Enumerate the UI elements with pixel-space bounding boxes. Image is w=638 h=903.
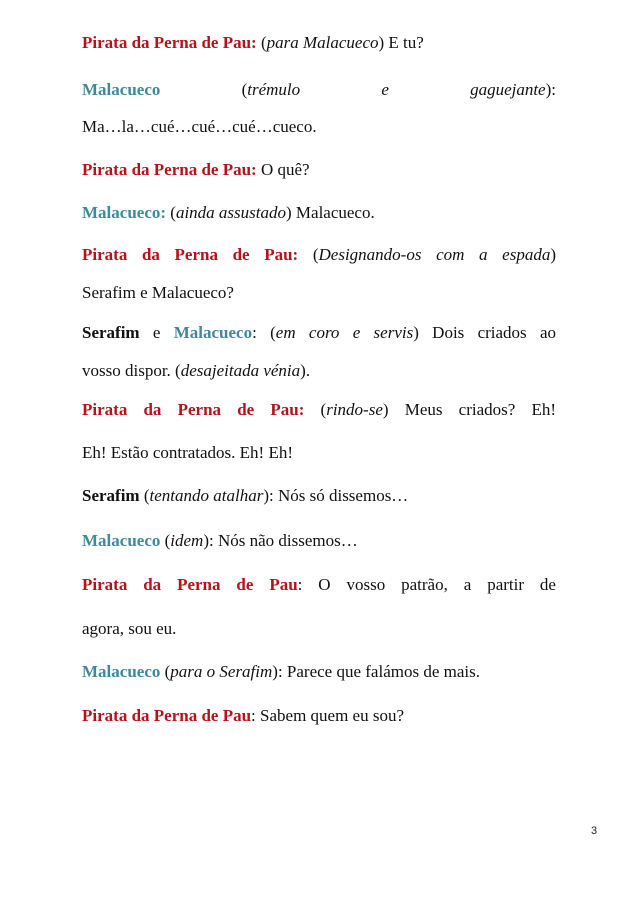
dialogue-line-16 [82,653,556,691]
stage-direction: trémulo e gaguejante [247,80,546,99]
dialogue-line-4 [82,151,556,189]
dialogue-line-14 [82,566,556,604]
speaker-serafim: Serafim [82,486,140,505]
dialogue-line-15 [82,610,556,648]
stage-direction: Designando-os com a espada [318,245,551,264]
speaker-malacueco: Malacueco [173,323,253,342]
text-segment: ): Nós só dissemos… [263,486,409,505]
text-segment: ( [166,203,176,222]
dialogue-line-11 [82,434,556,472]
stage-direction: tentando atalhar [149,486,264,505]
dialogue-line-2 [82,71,556,109]
text-segment: ( [304,400,327,419]
text-segment: : ( [252,323,276,342]
dialogue-line-1 [82,24,556,62]
stage-direction: em coro e servis [275,323,414,342]
stage-direction: ainda assustado [175,203,286,222]
page-number: 3 [591,825,598,837]
text-segment: vosso dispor. ( [82,361,181,380]
text-segment: ( [139,486,150,505]
speaker-malacueco: Malacueco [82,531,161,550]
text-segment: : O vosso patrão, a partir de [297,575,556,594]
speaker-pirata: Pirata da Perna de Pau: [82,400,305,419]
dialogue-line-10 [82,391,556,429]
text-segment: Ma…la…cué…cué…cué…cueco. [82,117,317,136]
speaker-pirata: Pirata da Perna de Pau: [82,33,257,52]
dialogue-line-12 [82,477,556,515]
dialogue-line-6 [82,236,556,274]
speaker-malacueco: Malacueco: [82,203,167,222]
text-segment: O quê? [256,160,310,179]
speaker-malacueco: Malacueco [82,662,161,681]
dialogue-line-8 [82,314,556,352]
text-segment: ( [256,33,267,52]
text-segment: ): Nós não dissemos… [203,531,358,550]
stage-direction: para o Serafim [170,662,273,681]
dialogue-line-13 [82,522,556,560]
speaker-pirata: Pirata da Perna de Pau [82,706,252,725]
text-segment: Eh! Estão contratados. Eh! Eh! [82,443,294,462]
text-segment: ) Dois criados ao [413,323,557,342]
text-segment: ). [300,361,311,380]
text-segment: Serafim e Malacueco? [82,283,234,302]
dialogue-line-9 [82,352,556,390]
text-segment: e [139,323,174,342]
text-segment: ) Malacueco. [286,203,375,222]
text-segment: ( [160,80,248,99]
text-segment: ): [545,80,556,99]
stage-direction: desajeitada vénia [180,361,301,380]
speaker-pirata: Pirata da Perna de Pau [82,575,298,594]
speaker-malacueco: Malacueco [82,80,161,99]
text-segment: ): Parece que falámos de mais. [272,662,480,681]
dialogue-line-17 [82,697,556,735]
text-segment: ( [298,245,319,264]
stage-direction: para Malacueco [266,33,379,52]
dialogue-line-7 [82,274,556,312]
text-segment: ) Meus criados? Eh! [382,400,556,419]
stage-direction: rindo-se [326,400,383,419]
dialogue-line-3 [82,108,556,146]
text-segment: ) [550,245,556,264]
text-segment: : Sabem quem eu sou? [251,706,405,725]
text-segment: ) E tu? [378,33,424,52]
text-segment: agora, sou eu. [82,619,177,638]
text-segment: ( [160,662,171,681]
text-segment: ( [160,531,171,550]
speaker-serafim: Serafim [82,323,140,342]
speaker-pirata: Pirata da Perna de Pau: [82,160,257,179]
speaker-pirata: Pirata da Perna de Pau: [82,245,299,264]
stage-direction: idem [170,531,204,550]
dialogue-line-5 [82,194,556,232]
